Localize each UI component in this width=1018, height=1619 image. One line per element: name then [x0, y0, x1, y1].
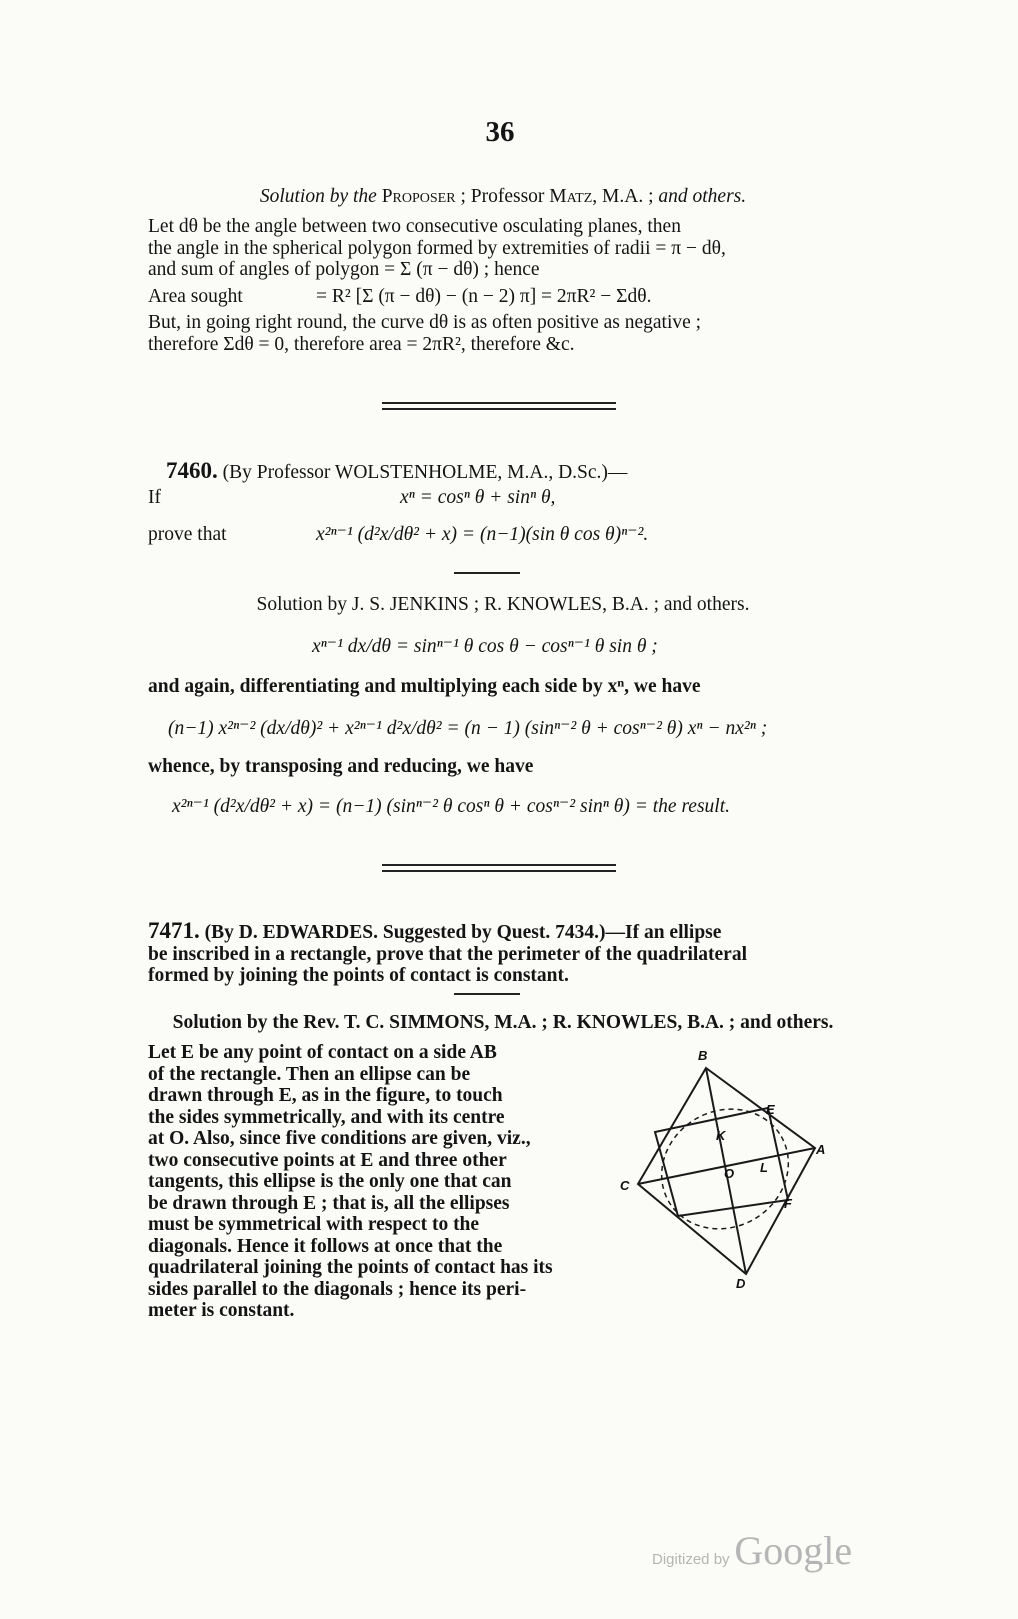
equation-2: (n−1) x²ⁿ⁻² (dx/dθ)² + x²ⁿ⁻¹ d²x/dθ² = (n − 1) (sinⁿ⁻² θ + cosⁿ⁻² θ) xⁿ − nx²ⁿ ; [168, 718, 768, 739]
label-b: B [698, 1048, 708, 1063]
ellipse-rectangle-figure [620, 1044, 850, 1294]
equation-1: xⁿ⁻¹ dx/dθ = sinⁿ⁻¹ θ cos θ − cosⁿ⁻¹ θ sin θ ; [312, 636, 658, 657]
prove-label: prove that [148, 524, 227, 545]
section-divider-1 [382, 402, 616, 410]
if-label: If [148, 487, 161, 508]
section-divider-2 [382, 864, 616, 872]
q7471-line-1-text: (By D. EDWARDES. Suggested by Quest. 7434.)—If an ellipse [204, 922, 722, 943]
label-k: K [716, 1128, 726, 1143]
sol3-line: Let E be any point of contact on a side AB [148, 1042, 497, 1063]
label-e: E [766, 1102, 775, 1117]
area-equation: = R² [Σ (π − dθ) − (n − 2) π] = 2πR² − Σdθ. [316, 286, 652, 307]
solution-heading-1: Solution by the Proposer ; Professor Matz, M.A. ; and others. [259, 186, 747, 207]
sol3-line: of the rectangle. Then an ellipse can be [148, 1063, 471, 1085]
q7471-line-1 [148, 920, 858, 944]
q7471-line-3: formed by joining the points of contact is constant. [148, 965, 569, 986]
question-number-7471: 7471. [148, 918, 200, 943]
label-o: O [724, 1166, 735, 1181]
text-transposing: whence, by transposing and reducing, we have [148, 756, 534, 777]
contact-quadrilateral [655, 1108, 788, 1216]
question-7460-header [166, 460, 627, 484]
label-a: A [816, 1142, 826, 1157]
sol3-line: be drawn through E ; that is, all the ellipses [148, 1192, 510, 1214]
sol1-line-1: Let dθ be the angle between two consecutive osculating planes, then [148, 216, 681, 237]
text-differentiating: and again, differentiating and multiplying each side by xⁿ, we have [148, 676, 701, 697]
solution-3-body [148, 1042, 608, 1322]
sol3-line: must be symmetrical with respect to the [148, 1214, 480, 1235]
sol3-line: quadrilateral joining the points of contact has its [148, 1257, 553, 1278]
sol3-line: tangents, this ellipse is the only one that can [148, 1171, 512, 1192]
label-l: L [760, 1160, 768, 1175]
watermark-text: Digitized by [652, 1551, 730, 1568]
if-equation: xⁿ = cosⁿ θ + sinⁿ θ, [400, 487, 556, 508]
sol3-line: two consecutive points at E and three other [148, 1149, 507, 1171]
area-label: Area sought [148, 286, 243, 307]
label-c: C [620, 1178, 630, 1193]
equation-3: x²ⁿ⁻¹ (d²x/dθ² + x) = (n−1) (sinⁿ⁻² θ cosⁿ θ + cosⁿ⁻² sinⁿ θ) = the result. [172, 796, 731, 817]
sol3-line: drawn through E, as in the figure, to touch [148, 1085, 503, 1106]
short-rule-2 [454, 993, 520, 995]
solution-heading-3: Solution by the Rev. T. C. SIMMONS, M.A. ; R. KNOWLES, B.A. ; and others. [172, 1012, 834, 1033]
q7471-line-2: be inscribed in a rectangle, prove that the perimeter of the quadrilateral [148, 943, 747, 965]
page-number: 36 [485, 116, 515, 148]
sol3-line: sides parallel to the diagonals ; hence its peri- [148, 1278, 527, 1300]
short-rule-1 [454, 572, 520, 574]
question-7471-text [148, 920, 858, 987]
sol1-tail-2: therefore Σdθ = 0, therefore area = 2πR², therefore &c. [148, 333, 575, 355]
label-f: F [784, 1196, 792, 1211]
sol3-line: meter is constant. [148, 1300, 295, 1321]
solution-1-body [148, 216, 858, 281]
solution-1-tail [148, 312, 858, 355]
sol3-line: at O. Also, since five conditions are given, viz., [148, 1128, 531, 1149]
question-number-7460: 7460. [166, 458, 218, 483]
question-7460-author: (By Professor WOLSTENHOLME, M.A., D.Sc.)— [222, 462, 628, 483]
sol1-line-2: the angle in the spherical polygon formed by extremities of radii = π − dθ, [148, 237, 726, 259]
sol3-line: the sides symmetrically, and with its centre [148, 1106, 505, 1128]
sol3-line: diagonals. Hence it follows at once that the [148, 1235, 503, 1257]
sol1-tail-1: But, in going right round, the curve dθ is as often positive as negative ; [148, 312, 702, 333]
label-d: D [736, 1276, 746, 1291]
prove-equation: x²ⁿ⁻¹ (d²x/dθ² + x) = (n−1)(sin θ cos θ)ⁿ⁻². [316, 524, 649, 545]
google-logo-text: Google [734, 1528, 853, 1573]
digitized-watermark [652, 1528, 853, 1573]
solution-heading-2: Solution by J. S. JENKINS ; R. KNOWLES, B.A. ; and others. [256, 594, 750, 615]
sol1-line-3: and sum of angles of polygon = Σ (π − dθ) ; hence [148, 259, 540, 280]
